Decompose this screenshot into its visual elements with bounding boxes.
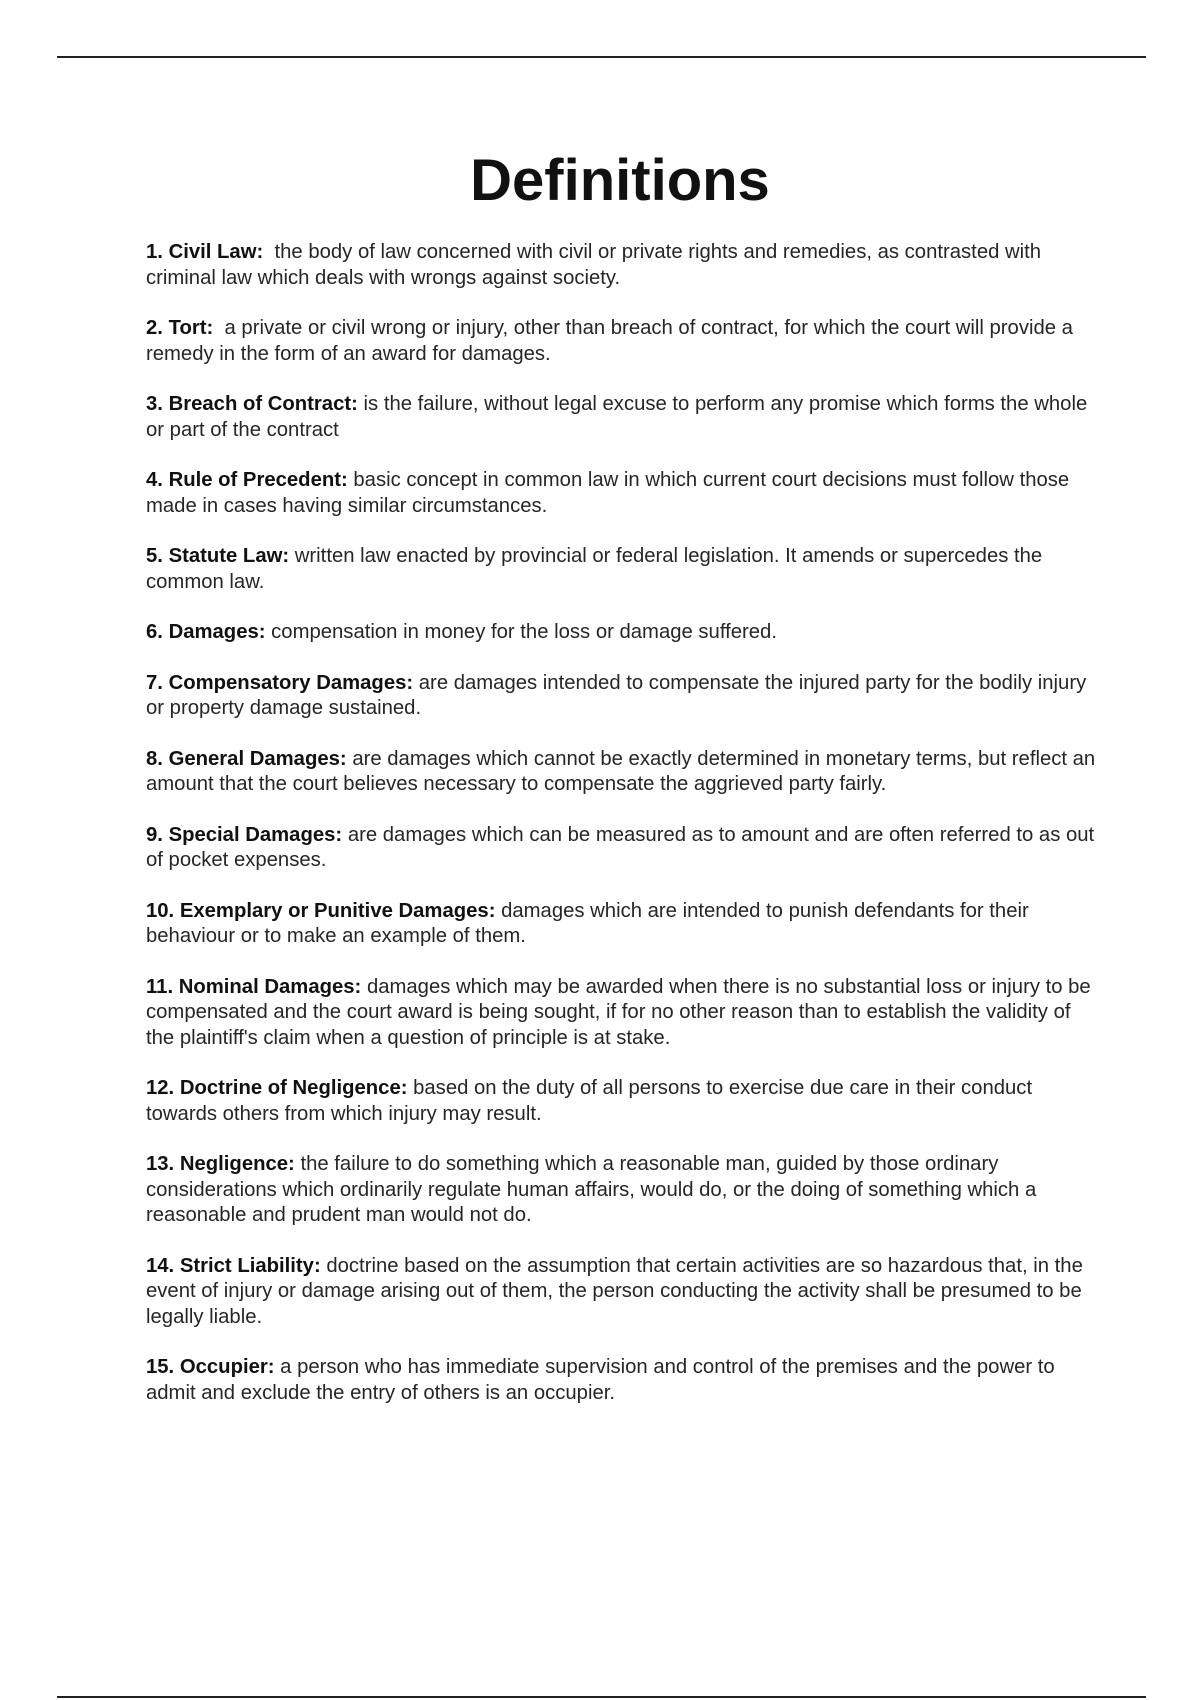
- definition-term: Statute Law:: [168, 545, 290, 567]
- definition-term: Nominal Damages:: [178, 975, 362, 998]
- definition-item: [146, 747, 1096, 798]
- definition-item: [146, 316, 1096, 367]
- definition-item: [146, 544, 1096, 595]
- definition-item: [146, 620, 1096, 646]
- definition-term: Doctrine of Negligence:: [179, 1077, 408, 1099]
- definition-term: General Damages:: [168, 747, 347, 770]
- definition-number: 1.: [146, 241, 163, 263]
- definition-text: the body of law concerned with civil or private rights and remedies, as contrasted with criminal law which deals with wrongs against society.: [146, 241, 1042, 289]
- definition-number: 5.: [146, 545, 163, 567]
- definition-item: [146, 240, 1096, 291]
- definition-term: Strict Liability:: [179, 1254, 321, 1277]
- definition-term: Tort:: [168, 317, 214, 339]
- definition-text: compensation in money for the loss or damage suffered.: [271, 621, 777, 643]
- definition-text: is the failure, without legal excuse to perform any promise which forms the whole or part of the contract: [146, 393, 1088, 441]
- definition-number: 14.: [146, 1254, 175, 1277]
- definition-number: 2.: [146, 317, 163, 339]
- definition-term: Damages:: [168, 621, 266, 643]
- definition-item: [146, 1355, 1096, 1406]
- definition-item: [146, 1254, 1096, 1331]
- definition-term: Compensatory Damages:: [168, 671, 414, 694]
- definition-item: [146, 392, 1096, 443]
- definition-number: 10.: [146, 899, 175, 922]
- top-rule: [57, 56, 1146, 58]
- definition-text: a private or civil wrong or injury, other than breach of contract, for which the court will provide a remedy in the form of an award for damages.: [146, 317, 1073, 365]
- definition-term: Breach of Contract:: [168, 393, 358, 415]
- definition-term: Special Damages:: [168, 823, 343, 846]
- definition-term: Occupier:: [179, 1356, 275, 1378]
- definition-item: [146, 1076, 1096, 1127]
- definition-number: 7.: [146, 671, 163, 694]
- definition-term: Civil Law:: [168, 241, 264, 263]
- definition-item: [146, 468, 1096, 519]
- bottom-rule: [57, 1696, 1146, 1698]
- definition-number: 6.: [146, 621, 163, 643]
- definition-item: [146, 899, 1096, 950]
- definition-text: damages which are intended to punish defendants for their behaviour or to make an example of them.: [146, 899, 1029, 947]
- definition-text: a person who has immediate supervision and control of the premises and the power to admit and exclude the entry of others is an occupier.: [146, 1356, 1055, 1404]
- definition-text: doctrine based on the assumption that certain activities are so hazardous that, in the event of injury or damage arising out of them, the person conducting the activity shall be presumed to be legally liable.: [146, 1254, 1083, 1328]
- definition-number: 8.: [146, 747, 163, 770]
- definition-item: [146, 823, 1096, 874]
- definition-text: written law enacted by provincial or federal legislation. It amends or supercedes the common law.: [146, 545, 1043, 593]
- definition-item: [146, 1152, 1096, 1229]
- definition-text: basic concept in common law in which current court decisions must follow those made in cases having similar circumstances.: [146, 469, 1070, 517]
- definitions-list: [146, 240, 1096, 1431]
- definition-item: [146, 671, 1096, 722]
- definition-text: based on the duty of all persons to exercise due care in their conduct towards others from which injury may result.: [146, 1077, 1033, 1125]
- definition-number: 12.: [146, 1077, 175, 1099]
- definition-term: Negligence:: [179, 1153, 295, 1175]
- definition-text: the failure to do something which a reasonable man, guided by those ordinary considerations which ordinarily regulate human affairs, would do, or the doing of something which a reasonable and prudent man would not do.: [146, 1153, 1037, 1226]
- definition-text: are damages which cannot be exactly determined in monetary terms, but reflect an amount that the court believes necessary to compensate the aggrieved party fairly.: [146, 747, 1096, 795]
- definition-number: 13.: [146, 1153, 175, 1175]
- definition-term: Rule of Precedent:: [168, 469, 348, 491]
- definition-number: 9.: [146, 823, 163, 846]
- definition-number: 11.: [146, 975, 174, 998]
- definition-text: are damages which can be measured as to amount and are often referred to as out of pocket expenses.: [146, 823, 1095, 871]
- definition-number: 4.: [146, 469, 163, 491]
- definition-text: are damages intended to compensate the injured party for the bodily injury or property damage sustained.: [146, 671, 1087, 719]
- page-title: Definitions: [470, 148, 770, 213]
- definition-number: 15.: [146, 1356, 175, 1378]
- definition-text: damages which may be awarded when there is no substantial loss or injury to be compensated and the court award is being sought, if for no other reason than to establish the validity of the plaintiff's claim when a question of principle is at stake.: [146, 975, 1091, 1049]
- definition-item: [146, 975, 1096, 1052]
- definition-number: 3.: [146, 393, 163, 415]
- definition-term: Exemplary or Punitive Damages:: [179, 899, 496, 922]
